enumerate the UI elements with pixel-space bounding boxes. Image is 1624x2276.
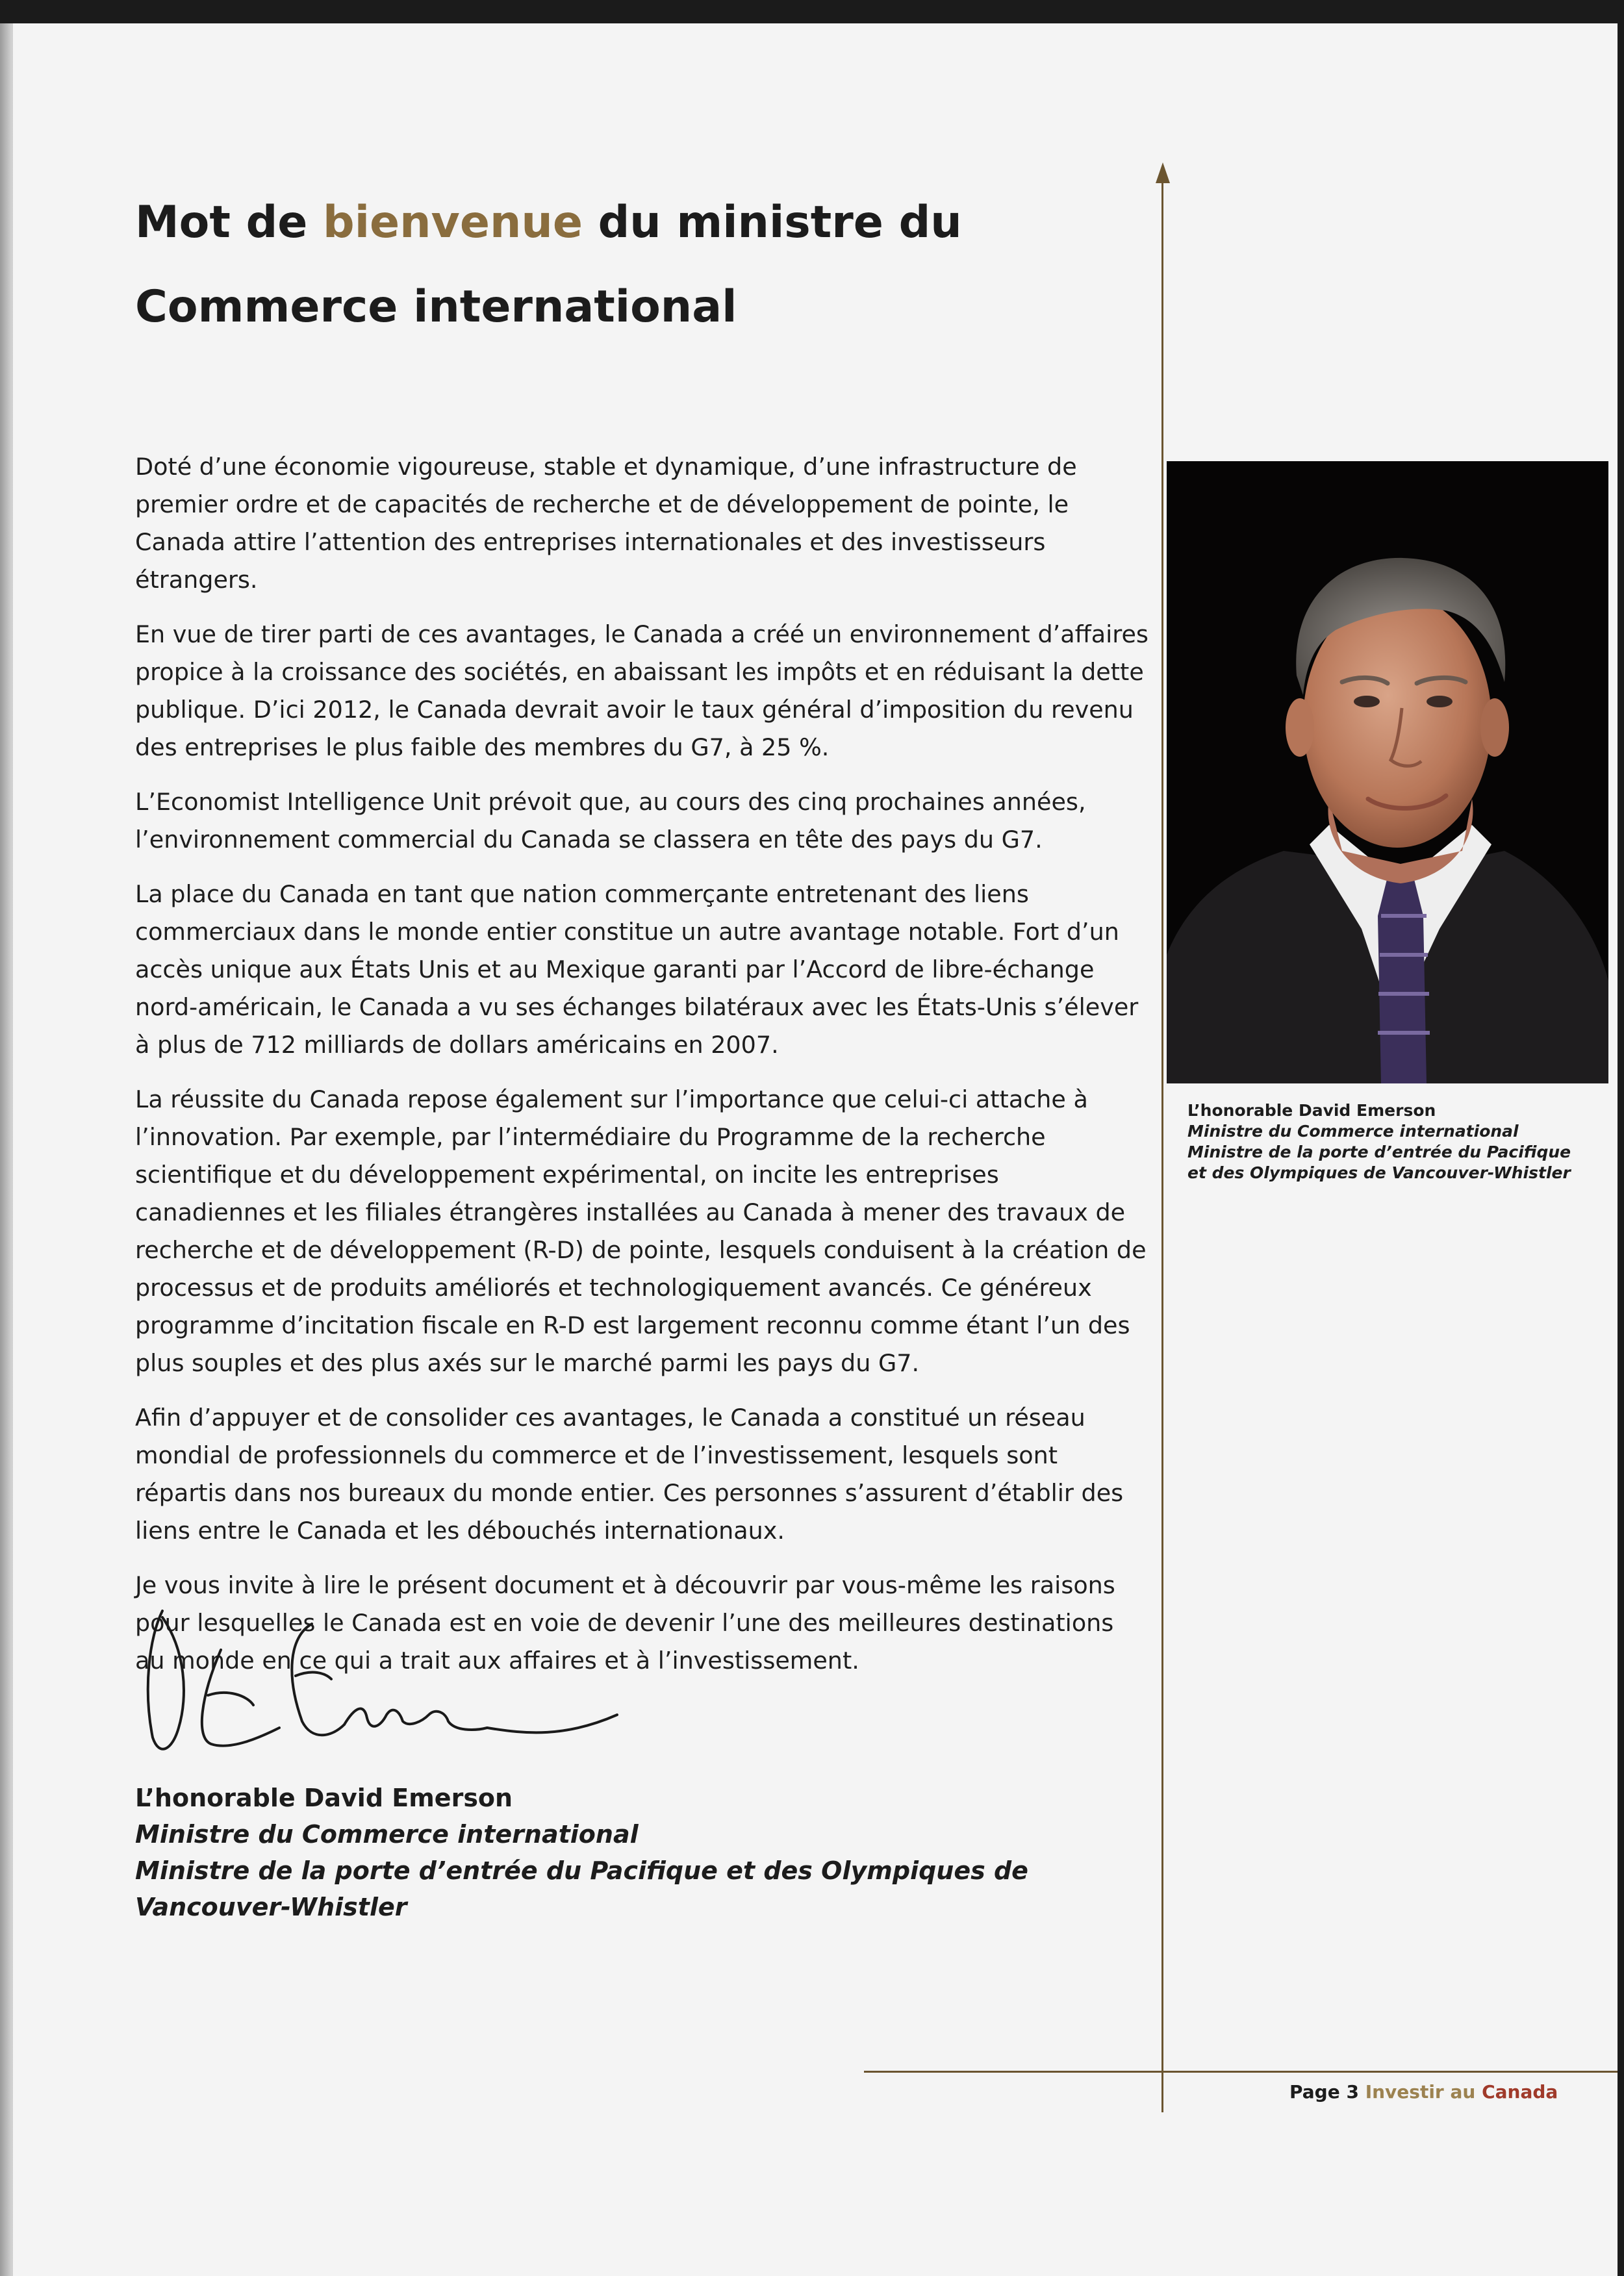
footer-publication-word2: Canada [1482,2081,1558,2103]
caption-title: Ministre du Commerce international [1187,1122,1519,1141]
page-number: Page 3 [1289,2081,1359,2103]
vertical-rule [1161,177,1163,2112]
caption-name: L’honorable David Emerson [1187,1101,1436,1120]
signatory-name: L’honorable David Emerson [135,1784,513,1812]
photo-caption [1187,1100,1590,1183]
title-part2: du ministre du [582,197,962,248]
title-part1: Mot de [135,197,324,248]
letter-body [135,448,1148,1697]
page-title [135,181,1110,349]
paragraph: Afin d’appuyer et de consolider ces avantages, le Canada a constitué un réseau mondial de professionnels du commerce et de l’investissement, lesquels sont répartis dans nos bureaux du monde entier. Ces personnes s’assurent d’établir des liens entre le Canada et les débouchés internationaux. [135,1404,1124,1545]
paragraph: La réussite du Canada repose également sur l’importance que celui-ci attache à l’innovation. Par exemple, par l’intermédiaire du Programme de la recherche scientifique et du développement expérimental, on incite les entreprises canadiennes et les filiales étrangères installées au Canada à mener des travaux de recherche et de développement (R-D) de pointe, lesquels conduisent à la création de processus et de produits améliorés et technologiquement avancés. Ce généreux programme d’incitation fiscale en R-D est largement reconnu comme étant l’un des plus souples et des plus axés sur le marché parmi les pays du G7. [135,1085,1147,1377]
signatory-title: Ministre de la porte d’entrée du Pacifique et des Olympiques de Vancouver-Whistler [135,1856,1028,1921]
minister-portrait [1167,461,1608,1083]
paragraph: L’Economist Intelligence Unit prévoit que, au cours des cinq prochaines années, l’environnement commercial du Canada se classera en tête des pays du G7. [135,788,1086,854]
paragraph: En vue de tirer parti de ces avantages, le Canada a créé un environnement d’affaires propice à la croissance des sociétés, en abaissant les impôts et en réduisant la dette publique. D’ici 2012, le Canada devrait avoir le taux général d’imposition du revenu des entreprises le plus faible des membres du G7, à 25 %. [135,620,1148,761]
signature-block [135,1780,1174,1925]
handwritten-signature [123,1598,630,1773]
page-footer [1289,2081,1558,2103]
footer-publication-word1: Investir au [1365,2081,1476,2103]
paragraph: Je vous invite à lire le présent document et à découvrir par vous-même les raisons pour lesquelles le Canada est en voie de devenir l’une des meilleures destinations au monde en ce qui a trait aux affaires et à l’investissement. [135,1571,1115,1675]
title-line2: Commerce international [135,281,737,333]
signatory-title: Ministre du Commerce international [135,1820,639,1849]
title-accent: bienvenue [323,197,583,248]
horizontal-rule [864,2071,1618,2073]
caption-title: Ministre de la porte d’entrée du Pacifique et des Olympiques de Vancouver-Whistler [1187,1143,1571,1182]
paragraph: La place du Canada en tant que nation commerçante entretenant des liens commerciaux dans le monde entier constitue un autre avantage notable. Fort d’un accès unique aux États Unis et au Mexique garanti par l’Accord de libre-échange nord-américain, le Canada a vu ses échanges bilatéraux avec les États-Unis s’élever à plus de 712 milliards de dollars américains en 2007. [135,880,1139,1059]
paragraph: Doté d’une économie vigoureuse, stable et dynamique, d’une infrastructure de premier ordre et de capacités de recherche et de développement de pointe, le Canada attire l’attention des entreprises internationales et des investisseurs étrangers. [135,453,1077,594]
